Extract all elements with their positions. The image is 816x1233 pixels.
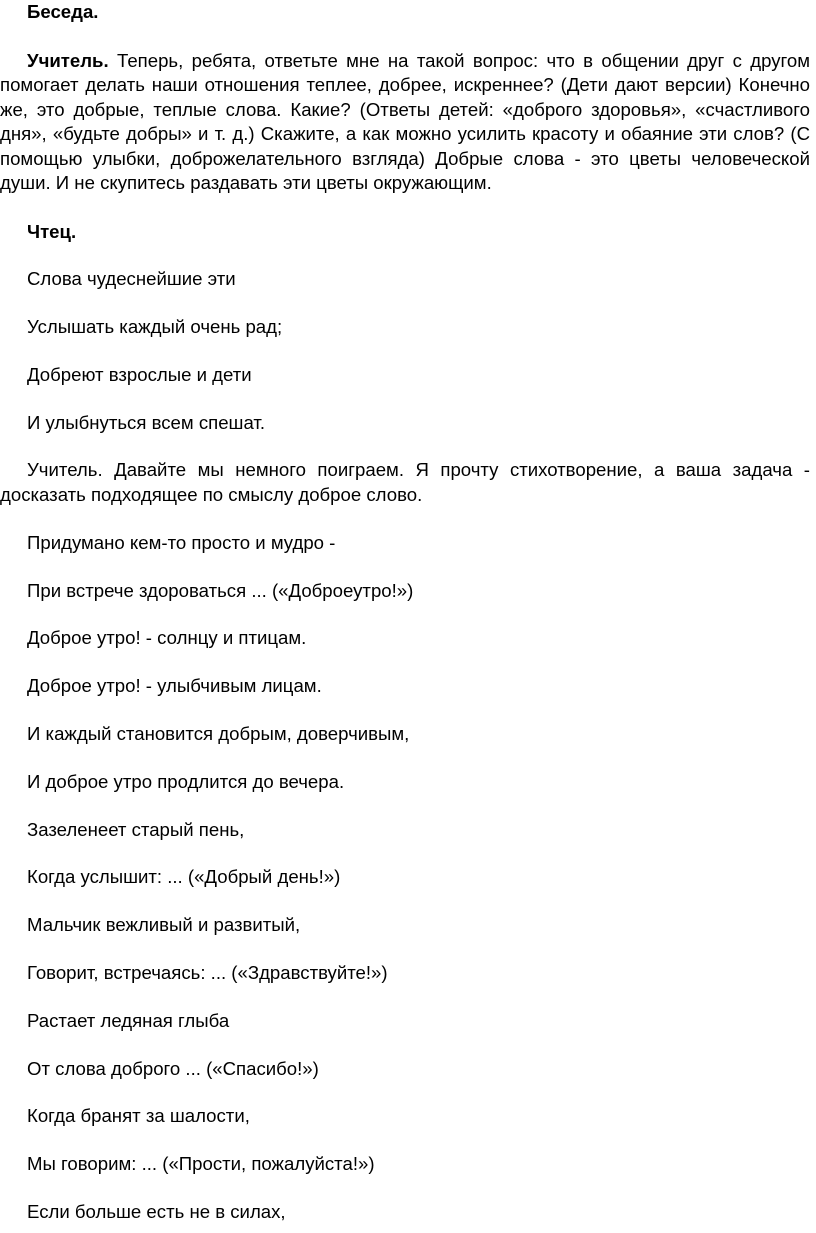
reader-line: Услышать каждый очень рад; <box>27 316 283 338</box>
reader-line: Слова чудеснейшие эти <box>27 268 236 290</box>
poem-line: Мальчик вежливый и развитый, <box>27 914 301 936</box>
teacher-intro-paragraph <box>0 49 816 196</box>
poem-line: От слова доброго ... («Спасибо!») <box>27 1057 319 1079</box>
poem-line: И каждый становится добрым, доверчивым, <box>27 722 410 744</box>
reader-line: И улыбнуться всем спешат. <box>27 411 266 433</box>
poem-line: Говорит, встречаясь: ... («Здравствуйте!») <box>27 961 388 983</box>
poem-line: При встрече здороваться ... («Доброеутро!») <box>27 579 414 601</box>
heading-text: Беседа. <box>27 1 99 22</box>
teacher-intro-text: Теперь, ребята, ответьте мне на такой вопрос: что в общении друг с другом помогает делать наши отношения теплее, добрее, искреннее? (Дети дают версии) Конечно же, это добрые, теплые слова. Какие? (Ответы детей: «доброго здоровья», «счастливого дня», «будьте добры» и т. д.) Скажите, а как можно усилить красоту и обаяние эти слов? (С помощью улыбки, доброжелательного взгляда) Добрые слова - это цветы человеческой души. И не скупитесь раздавать эти цветы окружающим. <box>0 49 811 193</box>
poem-line: Растает ледяная глыба <box>27 1009 230 1031</box>
poem-line: Доброе утро! - солнцу и птицам. <box>27 627 307 649</box>
speaker-label: Учитель. <box>27 49 109 71</box>
poem-line: Когда бранят за шалости, <box>27 1105 250 1127</box>
poem-line: Когда услышит: ... («Добрый день!») <box>27 866 341 888</box>
reader-line: Добреют взрослые и дети <box>27 363 252 385</box>
section-heading <box>0 0 816 25</box>
reader-label: Чтец. <box>27 220 77 242</box>
poem-line: Придумано кем-то просто и мудро - <box>27 531 336 553</box>
poem-line: Мы говорим: ... («Прости, пожалуйста!») <box>27 1153 375 1175</box>
teacher-game-paragraph <box>0 458 816 507</box>
poem-line: Зазеленеет старый пень, <box>27 818 245 840</box>
poem-line: Доброе утро! - улыбчивым лицам. <box>27 675 322 697</box>
teacher-game-text: Учитель. Давайте мы немного поиграем. Я прочту стихотворение, а ваша задача - досказать подходящее по смыслу доброе слово. <box>0 459 810 505</box>
poem-line: И доброе утро продлится до вечера. <box>27 770 345 792</box>
poem-line: Если больше есть не в силах, <box>27 1200 286 1222</box>
